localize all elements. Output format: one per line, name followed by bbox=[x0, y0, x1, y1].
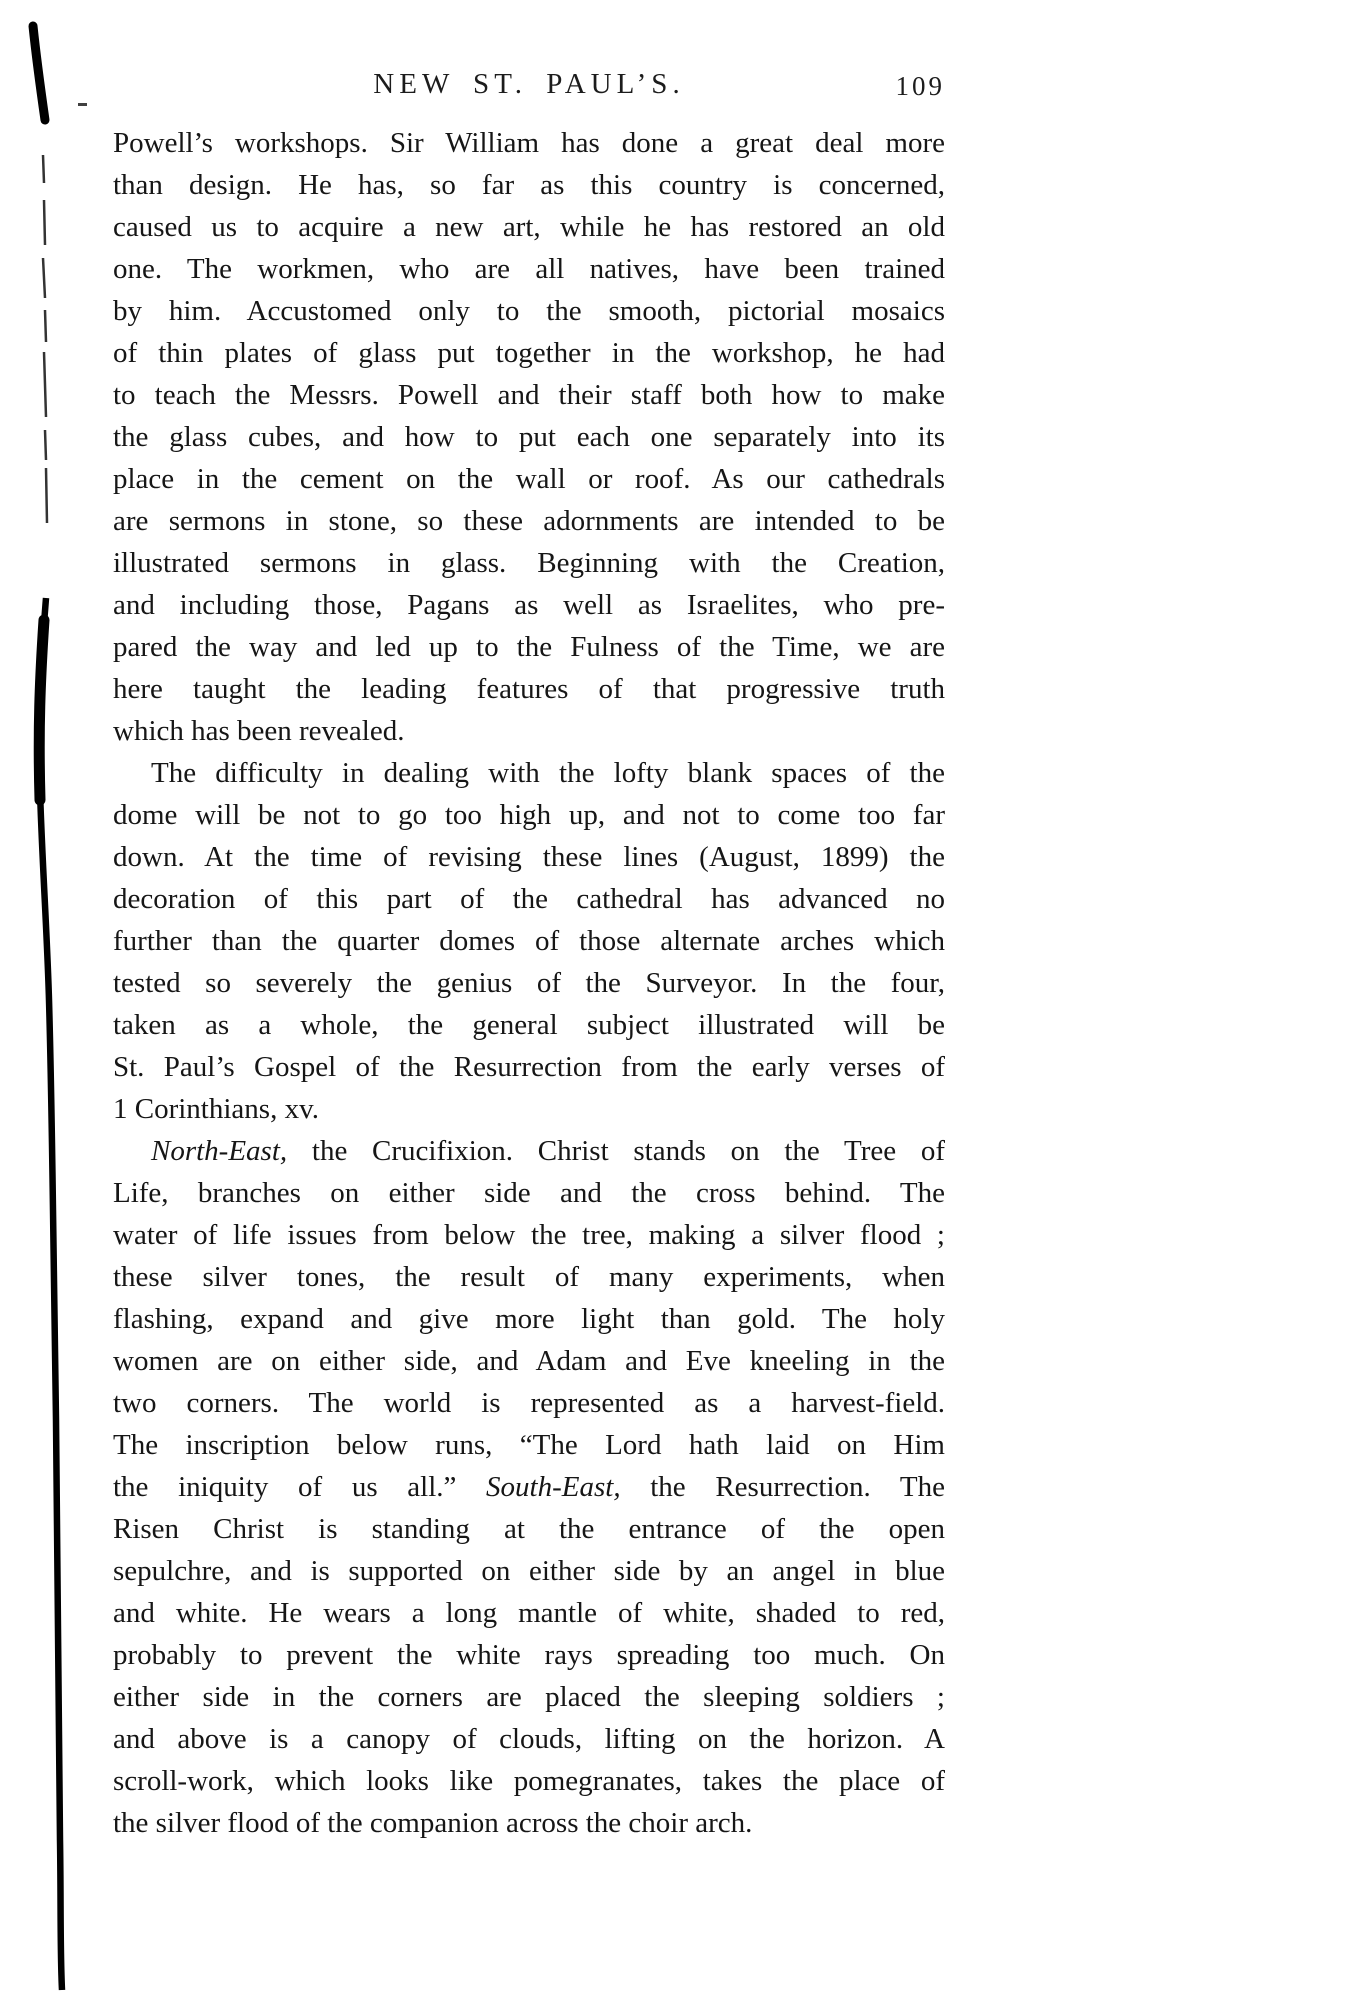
text-line: these silver tones, the result of many experiments, when bbox=[113, 1261, 945, 1293]
text-line: the iniquity of us all.” South-East, the Resurrection. The bbox=[113, 1471, 945, 1503]
text-line: St. Paul’s Gospel of the Resurrection from the early verses of bbox=[113, 1051, 945, 1083]
text-line: sepulchre, and is supported on either side by an angel in blue bbox=[113, 1555, 945, 1587]
text-line: which has been revealed. bbox=[113, 715, 405, 747]
text-line: women are on either side, and Adam and Eve kneeling in the bbox=[113, 1345, 945, 1377]
text-line: pared the way and led up to the Fulness of the Time, we are bbox=[113, 631, 945, 663]
text-line: here taught the leading features of that progressive truth bbox=[113, 673, 945, 705]
text-line: and including those, Pagans as well as Israelites, who pre- bbox=[113, 589, 945, 621]
text-line: North-East, the Crucifixion. Christ stands on the Tree of bbox=[151, 1135, 945, 1167]
text-line: place in the cement on the wall or roof. As our cathedrals bbox=[113, 463, 945, 495]
text-line: and above is a canopy of clouds, lifting on the horizon. A bbox=[113, 1723, 945, 1755]
page-number: 109 bbox=[895, 71, 945, 101]
text-line: are sermons in stone, so these adornments are intended to be bbox=[113, 505, 945, 537]
text-line: illustrated sermons in glass. Beginning with the Creation, bbox=[113, 547, 945, 579]
text-line: and white. He wears a long mantle of white, shaded to red, bbox=[113, 1597, 945, 1629]
scan-edge-artifact bbox=[0, 0, 120, 1992]
text-line: down. At the time of revising these lines (August, 1899) the bbox=[113, 841, 945, 873]
text-line: to teach the Messrs. Powell and their staff both how to make bbox=[113, 379, 945, 411]
text-line: Powell’s workshops. Sir William has done a great deal more bbox=[113, 127, 945, 159]
text-line: dome will be not to go too high up, and not to come too far bbox=[113, 799, 945, 831]
page-header bbox=[113, 62, 945, 106]
text-line: caused us to acquire a new art, while he has restored an old bbox=[113, 211, 945, 243]
text-line: scroll-work, which looks like pomegranates, takes the place of bbox=[113, 1765, 945, 1797]
text-line: The difficulty in dealing with the lofty blank spaces of the bbox=[151, 757, 945, 789]
text-line: further than the quarter domes of those alternate arches which bbox=[113, 925, 945, 957]
text-line: either side in the corners are placed the sleeping soldiers ; bbox=[113, 1681, 945, 1713]
text-line: by him. Accustomed only to the smooth, pictorial mosaics bbox=[113, 295, 945, 327]
text-line: Risen Christ is standing at the entrance of the open bbox=[113, 1513, 945, 1545]
running-title: NEW ST. PAUL’S. bbox=[373, 68, 685, 100]
text-line: flashing, expand and give more light than gold. The holy bbox=[113, 1303, 945, 1335]
text-line: decoration of this part of the cathedral has advanced no bbox=[113, 883, 945, 915]
text-body bbox=[113, 122, 945, 1844]
text-line: the silver flood of the companion across the choir arch. bbox=[113, 1807, 753, 1839]
text-line: the glass cubes, and how to put each one separately into its bbox=[113, 421, 945, 453]
text-line: one. The workmen, who are all natives, have been trained bbox=[113, 253, 945, 285]
text-line: two corners. The world is represented as a harvest-field. bbox=[113, 1387, 945, 1419]
text-line: taken as a whole, the general subject illustrated will be bbox=[113, 1009, 945, 1041]
text-line: The inscription below runs, “The Lord hath laid on Him bbox=[113, 1429, 945, 1461]
text-line: of thin plates of glass put together in the workshop, he had bbox=[113, 337, 945, 369]
text-line: Life, branches on either side and the cross behind. The bbox=[113, 1177, 945, 1209]
text-line: 1 Corinthians, xv. bbox=[113, 1093, 319, 1125]
text-line: tested so severely the genius of the Surveyor. In the four, bbox=[113, 967, 945, 999]
text-line: water of life issues from below the tree, making a silver flood ; bbox=[113, 1219, 945, 1251]
text-line: probably to prevent the white rays spreading too much. On bbox=[113, 1639, 945, 1671]
text-line: than design. He has, so far as this country is concerned, bbox=[113, 169, 945, 201]
